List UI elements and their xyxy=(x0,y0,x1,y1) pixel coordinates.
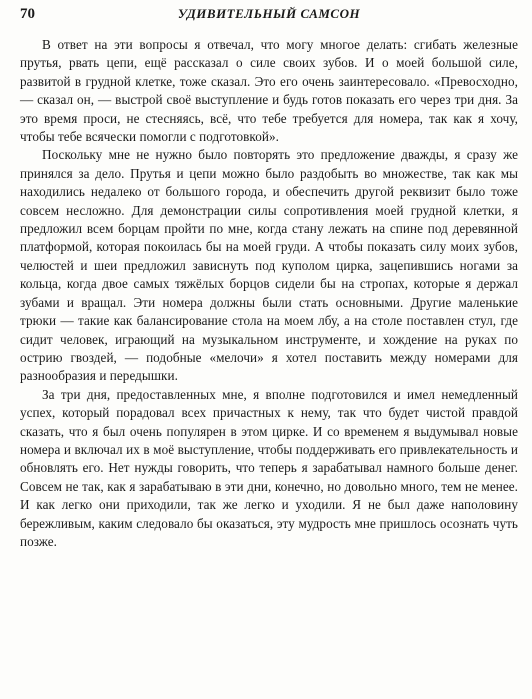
running-title: УДИВИТЕЛЬНЫЙ САМСОН xyxy=(177,6,361,21)
page-number: 70 xyxy=(20,6,35,22)
running-head xyxy=(20,6,518,28)
paragraph-3: За три дня, предоставленных мне, я вполне подготовился и имел немедленный успех, который порадовал всех причастных к нему, так что будет чистой правдой сказать, что я был очень популярен в этом цирке. И со временем я выдумывал новые номера и включал их в моё выступление, чтобы поддерживать его привлекательность и обновлять его. Нет нужды говорить, что теперь я зарабатывал намного больше денег. Совсем не так, как я зарабатываю в эти дни, конечно, но довольно много, тем не менее. И как легко они приходили, так же легко и уходили. Я не был даже наполовину бережливым, каким следовало бы оказаться, эту мудрость мне пришлось осознать чуть позже. xyxy=(20,386,518,549)
body-text xyxy=(20,36,518,551)
paragraph-1: В ответ на эти вопросы я отвечал, что могу многое делать: сгибать железные прутья, рвать цепи, ещё рассказал о силе своих зубов. И о моей большой силе, развитой в грудной клетке, тоже сказал. Это его очень заинтересовало. «Превосходно, — сказал он, — выстрой своё выступление и будь готов показать его через три дня. За это время проси, не стесняясь, всё, что тебе требуется для номера, так как я хочу, чтобы тебе всячески помогли с подготовкой». xyxy=(20,37,518,145)
paragraph-2: Поскольку мне не нужно было повторять это предложение дважды, я сразу же принялся за дело. Прутья и цепи можно было раздобыть во множестве, так как мы находились недалеко от большого города, и обеспечить другой реквизит было тоже совсем несложно. Для демонстрации силы сопротивления моей грудной клетки, я предложил всем борцам пройти по мне, когда стану лежать на спине под деревянной платформой, которая покоилась бы на моей груди. А чтобы показать силу моих зубов, челюстей и шеи предложил зависнуть под куполом цирка, зацепившись ногами за кольца, когда двое самых тяжёлых борцов сидели бы на стропах, которые я держал зубами и вращал. Эти номера должны были стать основными. Другие маленькие трюки — такие как балансирование стола на моем лбу, а на столе поставлен стул, где сидит человек, играющий на музыкальном инструменте, и хождение на руках по острию гвоздей, — подобные «мелочи» я хотел поставить между номерами для разнообразия и передышки. xyxy=(20,147,518,384)
